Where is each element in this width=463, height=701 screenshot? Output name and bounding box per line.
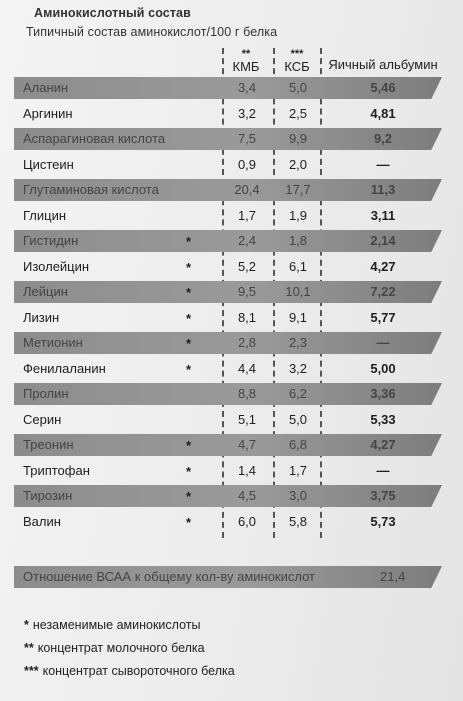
column-header-ksb [279,50,315,75]
bcaa-ratio-label: Отношение ВСАА к общему кол-ву аминокислот [23,569,316,584]
essential-marker: * [186,438,192,453]
amino-acid-name: Серин [23,411,62,427]
amino-acid-name: Тирозин [23,488,73,503]
table-row [14,460,442,482]
value-kmb: 5,1 [237,411,257,427]
footnote-mark: *** [24,664,39,678]
amino-acid-name: Лейцин [23,284,68,299]
value-ksb: 5,8 [288,513,308,529]
amino-acid-name: Фенилаланин [23,360,106,376]
table-row [14,434,442,456]
table-row [14,205,442,227]
value-ksb: 5,0 [288,411,308,427]
value-kmb: 0,9 [237,156,257,172]
value-egg-albumin: 3,75 [370,488,396,503]
amino-acid-name: Лизин [23,309,60,325]
table-row [14,154,442,176]
essential-marker: * [186,285,192,300]
value-ksb: 2,3 [288,335,308,350]
table-row [14,332,442,354]
value-ksb: 10,1 [285,284,311,299]
footnote-kmb [24,641,205,655]
column-label-ksb: КСБ [284,59,310,74]
value-kmb: 8,8 [237,386,257,401]
value-egg-albumin: 3,11 [370,207,396,223]
value-egg-albumin: 5,73 [370,513,396,529]
value-egg-albumin: 5,77 [370,309,396,325]
essential-marker: * [186,234,192,249]
footnote-text: концентрат молочного белка [37,641,205,655]
value-kmb: 3,2 [237,105,257,121]
table-subtitle: Типичный состав аминокислот/100 г белка [26,25,278,39]
table-row [14,485,442,507]
table-row [14,179,442,201]
value-egg-albumin: 11,3 [370,182,396,197]
value-egg-albumin: 5,46 [370,80,396,95]
amino-acid-name: Метионин [23,335,83,350]
value-ksb: 6,1 [288,258,308,274]
value-egg-albumin: 9,2 [373,131,393,146]
amino-acid-name: Аргинин [23,105,73,121]
table-row [14,230,442,252]
amino-acid-name: Валин [23,513,61,529]
footnote-text: концентрат сывороточного белка [42,664,235,678]
column-label-egg: Яичный альбумин [328,57,438,72]
value-egg-albumin: 4,27 [370,258,396,274]
essential-marker: * [186,489,192,504]
value-kmb: 9,5 [237,284,257,299]
table-row [14,77,442,99]
value-kmb: 2,4 [237,233,257,248]
amino-acid-name: Цистеин [23,156,74,172]
amino-acid-name: Аланин [23,80,69,95]
essential-marker: * [186,310,192,326]
table-row [14,511,442,533]
footnote-essential [24,618,200,632]
value-kmb: 4,4 [237,360,257,376]
amino-acid-name: Треонин [23,437,74,452]
amino-acid-name: Гистидин [23,233,79,248]
essential-marker: * [186,463,192,479]
essential-marker: * [186,514,192,530]
value-ksb: 3,2 [288,360,308,376]
column-header-egg [322,57,444,73]
amino-acid-name: Глутаминовая кислота [23,182,159,197]
table-row [14,358,442,380]
value-ksb: 5,0 [288,80,308,95]
footnote-mark: ** [24,641,34,655]
value-egg-albumin: — [376,462,390,478]
value-egg-albumin: 5,33 [370,411,396,427]
value-egg-albumin: 4,27 [370,437,396,452]
value-ksb: 1,9 [288,207,308,223]
value-egg-albumin: 5,00 [370,360,396,376]
amino-acid-name: Триптофан [23,462,90,478]
column-stars-ksb: *** [290,48,304,60]
value-kmb: 4,5 [237,488,257,503]
table-row [14,409,442,431]
column-stars-kmb: ** [241,48,251,60]
value-ksb: 2,5 [288,105,308,121]
value-kmb: 8,1 [237,309,257,325]
essential-marker: * [186,259,192,275]
value-ksb: 9,9 [288,131,308,146]
value-ksb: 6,8 [288,437,308,452]
value-kmb: 3,4 [237,80,257,95]
essential-marker: * [186,361,192,377]
table-row [14,103,442,125]
value-egg-albumin: — [376,156,390,172]
value-ksb: 9,1 [288,309,308,325]
footnote-text: незаменимые аминокислоты [32,618,201,632]
value-kmb: 4,7 [237,437,257,452]
value-egg-albumin: 7,22 [370,284,396,299]
column-label-kmb: КМБ [232,59,260,74]
table-row [14,307,442,329]
value-kmb: 2,8 [237,335,257,350]
table-row [14,383,442,405]
value-kmb: 6,0 [237,513,257,529]
value-ksb: 1,8 [288,233,308,248]
value-kmb: 20,4 [234,182,260,197]
amino-acid-name: Изолейцин [23,258,90,274]
value-ksb: 1,7 [288,462,308,478]
bcaa-ratio-value: 21,4 [380,569,406,584]
value-ksb: 2,0 [288,156,308,172]
table-row [14,128,442,150]
value-egg-albumin: 4,81 [370,105,396,121]
value-egg-albumin: 3,36 [370,386,396,401]
amino-acid-name: Пролин [23,386,69,401]
value-kmb: 7,5 [237,131,257,146]
table-title: Аминокислотный состав [34,6,191,20]
value-ksb: 17,7 [285,182,311,197]
value-egg-albumin: 2,14 [370,233,396,248]
value-egg-albumin: — [376,335,390,350]
value-kmb: 1,4 [237,462,257,478]
table-row [14,256,442,278]
footnote-mark: * [24,618,29,632]
amino-acid-name: Глицин [23,207,67,223]
value-kmb: 1,7 [237,207,257,223]
value-ksb: 6,2 [288,386,308,401]
bcaa-ratio-row [14,566,442,588]
essential-marker: * [186,336,192,351]
value-kmb: 5,2 [237,258,257,274]
footnote-ksb [24,664,235,678]
table-row [14,281,442,303]
value-ksb: 3,0 [288,488,308,503]
column-header-kmb [228,50,264,75]
amino-acid-name: Аспарагиновая кислота [23,131,166,146]
